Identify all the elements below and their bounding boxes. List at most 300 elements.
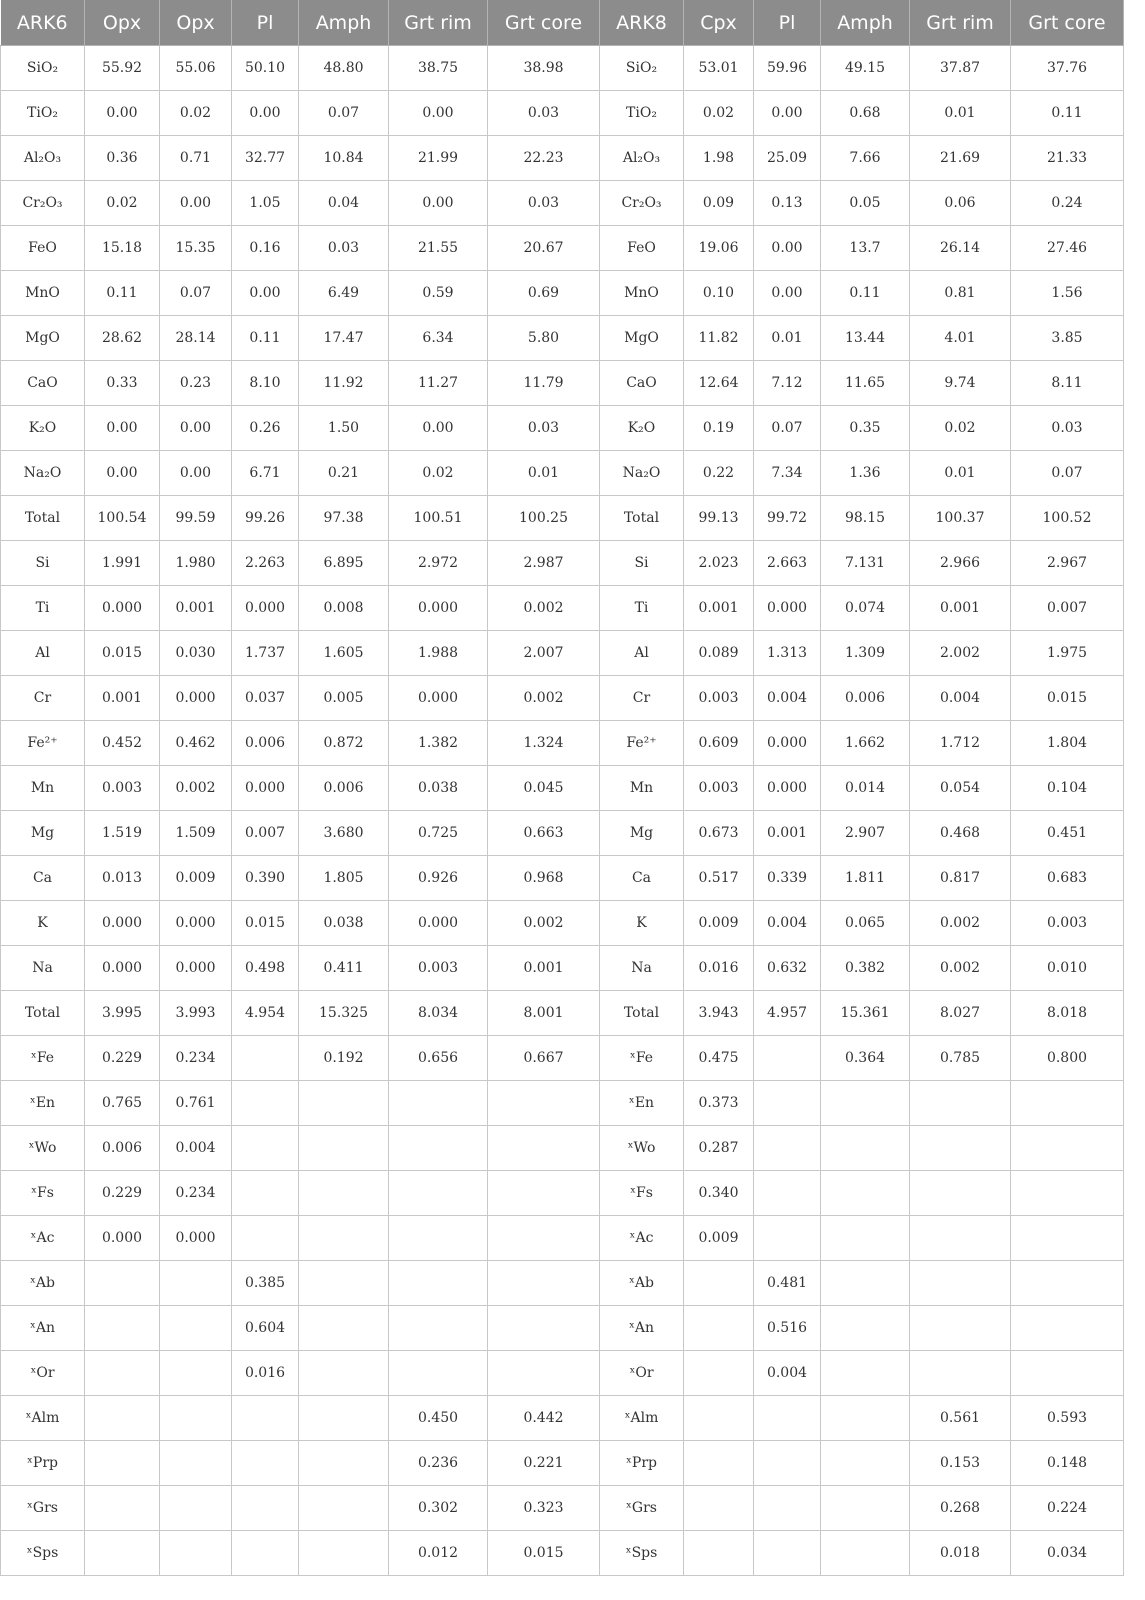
- value-cell: [910, 1306, 1011, 1351]
- row-label-ark6: ˣWo: [1, 1126, 85, 1171]
- table-header-row: [1, 0, 1124, 46]
- value-cell: 0.19: [684, 406, 754, 451]
- value-cell: 0.468: [910, 811, 1011, 856]
- value-cell: 22.23: [488, 136, 600, 181]
- value-cell: [910, 1261, 1011, 1306]
- value-cell: 4.957: [754, 991, 821, 1036]
- table-row: [1, 721, 1124, 766]
- value-cell: 0.006: [299, 766, 389, 811]
- value-cell: 1.737: [232, 631, 299, 676]
- value-cell: 98.15: [821, 496, 910, 541]
- table-row: [1, 136, 1124, 181]
- table-row: [1, 1081, 1124, 1126]
- value-cell: 0.13: [754, 181, 821, 226]
- value-cell: 0.001: [488, 946, 600, 991]
- header-cell: Opx: [85, 0, 160, 46]
- value-cell: 0.02: [85, 181, 160, 226]
- value-cell: 28.62: [85, 316, 160, 361]
- value-cell: 0.498: [232, 946, 299, 991]
- value-cell: 0.02: [160, 91, 232, 136]
- value-cell: 12.64: [684, 361, 754, 406]
- value-cell: [488, 1171, 600, 1216]
- value-cell: 1.313: [754, 631, 821, 676]
- table-row: [1, 1171, 1124, 1216]
- value-cell: 15.18: [85, 226, 160, 271]
- row-label-ark6: ˣEn: [1, 1081, 85, 1126]
- table-row: [1, 181, 1124, 226]
- table-row: [1, 1486, 1124, 1531]
- value-cell: 8.034: [389, 991, 488, 1036]
- value-cell: 0.004: [754, 1351, 821, 1396]
- value-cell: 0.00: [232, 91, 299, 136]
- value-cell: 8.11: [1011, 361, 1124, 406]
- value-cell: 0.00: [160, 451, 232, 496]
- value-cell: 11.79: [488, 361, 600, 406]
- value-cell: [389, 1216, 488, 1261]
- row-label-ark8: MnO: [600, 271, 684, 316]
- value-cell: 0.00: [85, 91, 160, 136]
- value-cell: 99.72: [754, 496, 821, 541]
- value-cell: 8.018: [1011, 991, 1124, 1036]
- value-cell: 0.26: [232, 406, 299, 451]
- value-cell: [821, 1306, 910, 1351]
- value-cell: 0.000: [754, 586, 821, 631]
- value-cell: [389, 1171, 488, 1216]
- value-cell: 0.000: [160, 901, 232, 946]
- value-cell: 11.65: [821, 361, 910, 406]
- header-cell: ARK8: [600, 0, 684, 46]
- value-cell: 0.00: [85, 406, 160, 451]
- header-cell: ARK6: [1, 0, 85, 46]
- value-cell: [85, 1531, 160, 1576]
- value-cell: 99.26: [232, 496, 299, 541]
- value-cell: 0.00: [160, 406, 232, 451]
- row-label-ark8: ˣAn: [600, 1306, 684, 1351]
- value-cell: [821, 1531, 910, 1576]
- table-row: [1, 46, 1124, 91]
- value-cell: [910, 1126, 1011, 1171]
- value-cell: 3.85: [1011, 316, 1124, 361]
- value-cell: 13.44: [821, 316, 910, 361]
- value-cell: 38.98: [488, 46, 600, 91]
- value-cell: 0.002: [910, 901, 1011, 946]
- header-cell: Grt core: [1011, 0, 1124, 46]
- value-cell: [684, 1261, 754, 1306]
- value-cell: 50.10: [232, 46, 299, 91]
- value-cell: 2.967: [1011, 541, 1124, 586]
- value-cell: 0.034: [1011, 1531, 1124, 1576]
- value-cell: 0.015: [488, 1531, 600, 1576]
- value-cell: 59.96: [754, 46, 821, 91]
- value-cell: [684, 1396, 754, 1441]
- row-label-ark6: Na: [1, 946, 85, 991]
- row-label-ark6: Fe²⁺: [1, 721, 85, 766]
- row-label-ark8: TiO₂: [600, 91, 684, 136]
- row-label-ark8: Al₂O₃: [600, 136, 684, 181]
- value-cell: 0.517: [684, 856, 754, 901]
- value-cell: 11.82: [684, 316, 754, 361]
- value-cell: 11.27: [389, 361, 488, 406]
- value-cell: 2.023: [684, 541, 754, 586]
- value-cell: 2.987: [488, 541, 600, 586]
- value-cell: 0.234: [160, 1036, 232, 1081]
- value-cell: 26.14: [910, 226, 1011, 271]
- row-label-ark8: Fe²⁺: [600, 721, 684, 766]
- value-cell: 0.002: [910, 946, 1011, 991]
- value-cell: 2.002: [910, 631, 1011, 676]
- value-cell: 38.75: [389, 46, 488, 91]
- value-cell: 0.009: [160, 856, 232, 901]
- value-cell: 48.80: [299, 46, 389, 91]
- value-cell: [821, 1441, 910, 1486]
- value-cell: [232, 1396, 299, 1441]
- value-cell: 0.089: [684, 631, 754, 676]
- value-cell: 0.003: [85, 766, 160, 811]
- value-cell: [232, 1486, 299, 1531]
- value-cell: 0.725: [389, 811, 488, 856]
- value-cell: [232, 1126, 299, 1171]
- value-cell: 0.000: [232, 586, 299, 631]
- value-cell: 0.23: [160, 361, 232, 406]
- row-label-ark8: K: [600, 901, 684, 946]
- value-cell: 55.06: [160, 46, 232, 91]
- value-cell: 100.25: [488, 496, 600, 541]
- header-cell: Grt rim: [389, 0, 488, 46]
- value-cell: 0.038: [299, 901, 389, 946]
- value-cell: 0.01: [488, 451, 600, 496]
- value-cell: 0.000: [85, 1216, 160, 1261]
- value-cell: 11.92: [299, 361, 389, 406]
- value-cell: [160, 1441, 232, 1486]
- value-cell: 0.009: [684, 901, 754, 946]
- row-label-ark8: MgO: [600, 316, 684, 361]
- table-row: [1, 1396, 1124, 1441]
- header-cell: Cpx: [684, 0, 754, 46]
- value-cell: [684, 1531, 754, 1576]
- value-cell: [389, 1081, 488, 1126]
- value-cell: 100.37: [910, 496, 1011, 541]
- value-cell: 0.323: [488, 1486, 600, 1531]
- row-label-ark8: ˣAlm: [600, 1396, 684, 1441]
- value-cell: 0.148: [1011, 1441, 1124, 1486]
- value-cell: 1.519: [85, 811, 160, 856]
- value-cell: 5.80: [488, 316, 600, 361]
- table-row: [1, 856, 1124, 901]
- table-row: [1, 1531, 1124, 1576]
- row-label-ark8: ˣPrp: [600, 1441, 684, 1486]
- value-cell: 49.15: [821, 46, 910, 91]
- value-cell: 1.98: [684, 136, 754, 181]
- value-cell: 0.00: [754, 226, 821, 271]
- row-label-ark6: FeO: [1, 226, 85, 271]
- value-cell: [1011, 1351, 1124, 1396]
- value-cell: [1011, 1216, 1124, 1261]
- value-cell: [232, 1531, 299, 1576]
- value-cell: 25.09: [754, 136, 821, 181]
- table-row: [1, 1036, 1124, 1081]
- value-cell: [389, 1306, 488, 1351]
- value-cell: [684, 1441, 754, 1486]
- value-cell: 0.21: [299, 451, 389, 496]
- value-cell: 0.339: [754, 856, 821, 901]
- header-cell: Pl: [232, 0, 299, 46]
- value-cell: [232, 1441, 299, 1486]
- value-cell: 0.872: [299, 721, 389, 766]
- value-cell: 0.104: [1011, 766, 1124, 811]
- value-cell: 0.968: [488, 856, 600, 901]
- value-cell: [299, 1306, 389, 1351]
- row-label-ark6: ˣSps: [1, 1531, 85, 1576]
- value-cell: 0.604: [232, 1306, 299, 1351]
- value-cell: 3.680: [299, 811, 389, 856]
- value-cell: [85, 1396, 160, 1441]
- table-row: [1, 631, 1124, 676]
- value-cell: 0.452: [85, 721, 160, 766]
- value-cell: [232, 1081, 299, 1126]
- value-cell: 0.451: [1011, 811, 1124, 856]
- value-cell: [821, 1081, 910, 1126]
- value-cell: 0.000: [85, 901, 160, 946]
- row-label-ark6: Ti: [1, 586, 85, 631]
- value-cell: [684, 1306, 754, 1351]
- value-cell: [389, 1351, 488, 1396]
- value-cell: 0.673: [684, 811, 754, 856]
- value-cell: 21.69: [910, 136, 1011, 181]
- value-cell: [821, 1171, 910, 1216]
- value-cell: [488, 1306, 600, 1351]
- value-cell: 0.03: [488, 181, 600, 226]
- row-label-ark8: Ti: [600, 586, 684, 631]
- value-cell: 0.609: [684, 721, 754, 766]
- value-cell: 15.35: [160, 226, 232, 271]
- value-cell: 4.954: [232, 991, 299, 1036]
- value-cell: 0.481: [754, 1261, 821, 1306]
- value-cell: 0.71: [160, 136, 232, 181]
- value-cell: 0.004: [160, 1126, 232, 1171]
- value-cell: 1.382: [389, 721, 488, 766]
- row-label-ark8: Al: [600, 631, 684, 676]
- value-cell: 3.995: [85, 991, 160, 1036]
- table-row: [1, 316, 1124, 361]
- table-row: [1, 1126, 1124, 1171]
- value-cell: 7.34: [754, 451, 821, 496]
- row-label-ark6: ˣAc: [1, 1216, 85, 1261]
- value-cell: 0.003: [684, 766, 754, 811]
- value-cell: 9.74: [910, 361, 1011, 406]
- row-label-ark6: ˣAb: [1, 1261, 85, 1306]
- value-cell: 0.004: [910, 676, 1011, 721]
- row-label-ark6: Cr₂O₃: [1, 181, 85, 226]
- value-cell: 0.373: [684, 1081, 754, 1126]
- value-cell: 1.805: [299, 856, 389, 901]
- value-cell: [754, 1441, 821, 1486]
- value-cell: 0.000: [754, 766, 821, 811]
- value-cell: 1.662: [821, 721, 910, 766]
- value-cell: 0.364: [821, 1036, 910, 1081]
- value-cell: 0.000: [160, 676, 232, 721]
- value-cell: 0.000: [160, 1216, 232, 1261]
- value-cell: [821, 1216, 910, 1261]
- value-cell: [299, 1171, 389, 1216]
- value-cell: 0.000: [389, 676, 488, 721]
- value-cell: 2.263: [232, 541, 299, 586]
- value-cell: 13.7: [821, 226, 910, 271]
- value-cell: 0.475: [684, 1036, 754, 1081]
- value-cell: 1.811: [821, 856, 910, 901]
- row-label-ark6: CaO: [1, 361, 85, 406]
- value-cell: 0.385: [232, 1261, 299, 1306]
- row-label-ark6: ˣPrp: [1, 1441, 85, 1486]
- value-cell: 4.01: [910, 316, 1011, 361]
- value-cell: 2.907: [821, 811, 910, 856]
- value-cell: 0.632: [754, 946, 821, 991]
- value-cell: 0.007: [232, 811, 299, 856]
- value-cell: 0.268: [910, 1486, 1011, 1531]
- table-row: [1, 541, 1124, 586]
- value-cell: 0.002: [488, 901, 600, 946]
- value-cell: 21.99: [389, 136, 488, 181]
- value-cell: 0.411: [299, 946, 389, 991]
- value-cell: 0.340: [684, 1171, 754, 1216]
- value-cell: 0.000: [754, 721, 821, 766]
- value-cell: 0.07: [1011, 451, 1124, 496]
- value-cell: 37.87: [910, 46, 1011, 91]
- value-cell: 1.804: [1011, 721, 1124, 766]
- value-cell: 0.002: [488, 676, 600, 721]
- value-cell: [299, 1486, 389, 1531]
- value-cell: 0.015: [232, 901, 299, 946]
- value-cell: [910, 1171, 1011, 1216]
- value-cell: 0.009: [684, 1216, 754, 1261]
- table-row: [1, 1306, 1124, 1351]
- value-cell: [754, 1036, 821, 1081]
- table-row: [1, 946, 1124, 991]
- value-cell: [299, 1126, 389, 1171]
- value-cell: 0.33: [85, 361, 160, 406]
- row-label-ark8: ˣFs: [600, 1171, 684, 1216]
- value-cell: 2.663: [754, 541, 821, 586]
- value-cell: [160, 1306, 232, 1351]
- value-cell: 0.11: [821, 271, 910, 316]
- value-cell: 0.24: [1011, 181, 1124, 226]
- value-cell: [488, 1081, 600, 1126]
- value-cell: [821, 1351, 910, 1396]
- value-cell: 6.49: [299, 271, 389, 316]
- value-cell: 21.33: [1011, 136, 1124, 181]
- value-cell: 0.037: [232, 676, 299, 721]
- value-cell: [1011, 1126, 1124, 1171]
- value-cell: [821, 1486, 910, 1531]
- value-cell: [389, 1261, 488, 1306]
- value-cell: 0.06: [910, 181, 1011, 226]
- row-label-ark6: K: [1, 901, 85, 946]
- value-cell: 0.761: [160, 1081, 232, 1126]
- value-cell: 0.00: [754, 91, 821, 136]
- value-cell: 0.35: [821, 406, 910, 451]
- value-cell: 0.01: [910, 91, 1011, 136]
- value-cell: 0.002: [488, 586, 600, 631]
- row-label-ark6: ˣOr: [1, 1351, 85, 1396]
- row-label-ark8: Na: [600, 946, 684, 991]
- value-cell: 7.12: [754, 361, 821, 406]
- value-cell: 0.229: [85, 1171, 160, 1216]
- table-row: [1, 1261, 1124, 1306]
- table-row: [1, 991, 1124, 1036]
- row-label-ark6: Ca: [1, 856, 85, 901]
- row-label-ark6: Cr: [1, 676, 85, 721]
- row-label-ark8: Cr: [600, 676, 684, 721]
- value-cell: 0.004: [754, 901, 821, 946]
- value-cell: 0.462: [160, 721, 232, 766]
- value-cell: 0.04: [299, 181, 389, 226]
- value-cell: 28.14: [160, 316, 232, 361]
- value-cell: 0.59: [389, 271, 488, 316]
- row-label-ark8: ˣAb: [600, 1261, 684, 1306]
- value-cell: 7.131: [821, 541, 910, 586]
- value-cell: [85, 1441, 160, 1486]
- value-cell: 0.003: [389, 946, 488, 991]
- value-cell: 1.988: [389, 631, 488, 676]
- value-cell: 0.00: [389, 406, 488, 451]
- value-cell: 0.302: [389, 1486, 488, 1531]
- value-cell: 0.11: [232, 316, 299, 361]
- table-row: [1, 676, 1124, 721]
- value-cell: [754, 1081, 821, 1126]
- value-cell: 3.993: [160, 991, 232, 1036]
- row-label-ark8: ˣFe: [600, 1036, 684, 1081]
- header-cell: Opx: [160, 0, 232, 46]
- value-cell: 0.69: [488, 271, 600, 316]
- value-cell: [299, 1441, 389, 1486]
- value-cell: 0.003: [1011, 901, 1124, 946]
- value-cell: 0.001: [684, 586, 754, 631]
- value-cell: 0.006: [821, 676, 910, 721]
- value-cell: [910, 1081, 1011, 1126]
- value-cell: 32.77: [232, 136, 299, 181]
- value-cell: 0.000: [85, 946, 160, 991]
- value-cell: [754, 1486, 821, 1531]
- value-cell: 0.00: [389, 181, 488, 226]
- value-cell: [684, 1351, 754, 1396]
- value-cell: 0.287: [684, 1126, 754, 1171]
- value-cell: 6.34: [389, 316, 488, 361]
- value-cell: 0.00: [754, 271, 821, 316]
- value-cell: 0.074: [821, 586, 910, 631]
- value-cell: [488, 1126, 600, 1171]
- row-label-ark6: Al: [1, 631, 85, 676]
- table-row: [1, 91, 1124, 136]
- value-cell: 19.06: [684, 226, 754, 271]
- value-cell: 1.324: [488, 721, 600, 766]
- value-cell: 0.015: [1011, 676, 1124, 721]
- value-cell: [160, 1531, 232, 1576]
- value-cell: 1.309: [821, 631, 910, 676]
- value-cell: [754, 1171, 821, 1216]
- value-cell: 1.05: [232, 181, 299, 226]
- table-row: [1, 1351, 1124, 1396]
- value-cell: [754, 1531, 821, 1576]
- value-cell: 0.656: [389, 1036, 488, 1081]
- row-label-ark8: ˣSps: [600, 1531, 684, 1576]
- value-cell: [754, 1396, 821, 1441]
- value-cell: 0.006: [85, 1126, 160, 1171]
- value-cell: 0.224: [1011, 1486, 1124, 1531]
- value-cell: [85, 1486, 160, 1531]
- value-cell: 2.007: [488, 631, 600, 676]
- value-cell: 0.001: [85, 676, 160, 721]
- value-cell: 0.926: [389, 856, 488, 901]
- value-cell: 0.000: [232, 766, 299, 811]
